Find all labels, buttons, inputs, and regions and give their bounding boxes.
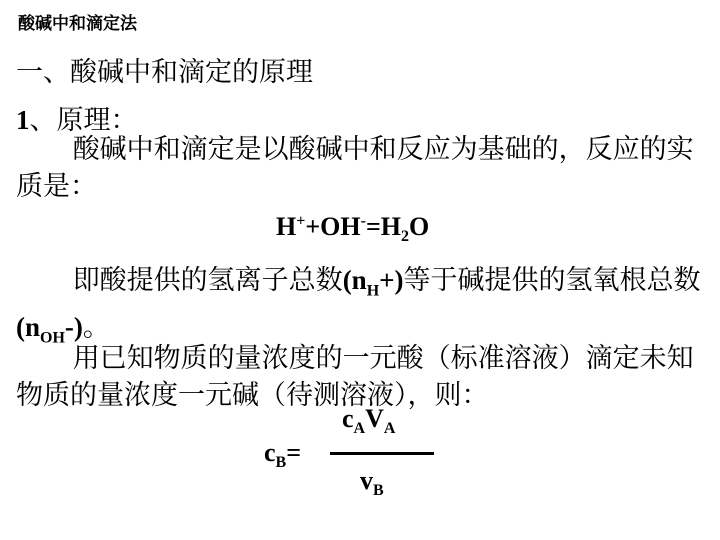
slide-topic: 酸碱中和滴定法: [18, 14, 137, 34]
para2-part3: 。: [82, 312, 110, 344]
para2-part1: 即酸提供的氢离子总数: [72, 265, 343, 296]
eq-plus: +: [296, 212, 306, 230]
den-v: v: [360, 466, 373, 495]
term-noh-close: -): [64, 312, 83, 343]
term-nh-open: (n: [342, 265, 367, 295]
num-c: c: [342, 404, 354, 433]
term-nh-close: +): [379, 265, 404, 295]
formula-denominator: [360, 466, 384, 500]
eq-o: O: [409, 212, 430, 241]
lhs-c: c: [264, 438, 276, 467]
fraction-bar: [330, 452, 434, 455]
den-sub: B: [373, 482, 384, 500]
lhs-eq: =: [286, 438, 302, 467]
formula-lhs: [264, 438, 301, 472]
para2-part2: 等于碱提供的氢氧根总数: [403, 265, 701, 296]
term-noh-open: (n: [16, 312, 41, 343]
lhs-sub: B: [275, 454, 287, 472]
section-heading: 一、酸碱中和滴定的原理: [16, 57, 313, 88]
paragraph-principle: 酸碱中和滴定是以酸碱中和反应为基础的，反应的实质是：: [16, 134, 694, 202]
neutralization-equation: [276, 212, 429, 246]
num-c-sub: A: [353, 420, 366, 438]
paragraph-titration: 用已知物质的量浓度的一元酸（标准溶液）滴定未知物质的量浓度一元碱（待测溶液），则：: [16, 343, 694, 411]
eq-oh: +OH: [305, 212, 361, 241]
eq-h: H: [276, 212, 297, 241]
formula-numerator: [342, 404, 395, 438]
eq-equals-h: =H: [365, 212, 401, 241]
term-nh-sub: H: [366, 282, 380, 300]
term-nh: [342, 265, 404, 300]
num-v-sub: A: [383, 420, 396, 438]
eq-minus: -: [360, 212, 366, 230]
num-v: V: [365, 404, 384, 433]
eq-sub-2: 2: [401, 228, 409, 246]
subsection-title: 、原理：: [29, 105, 138, 136]
concentration-formula: [264, 404, 444, 504]
term-noh-sub: OH: [40, 329, 65, 347]
term-noh: [16, 312, 83, 347]
subsection-number: 1: [16, 105, 30, 135]
